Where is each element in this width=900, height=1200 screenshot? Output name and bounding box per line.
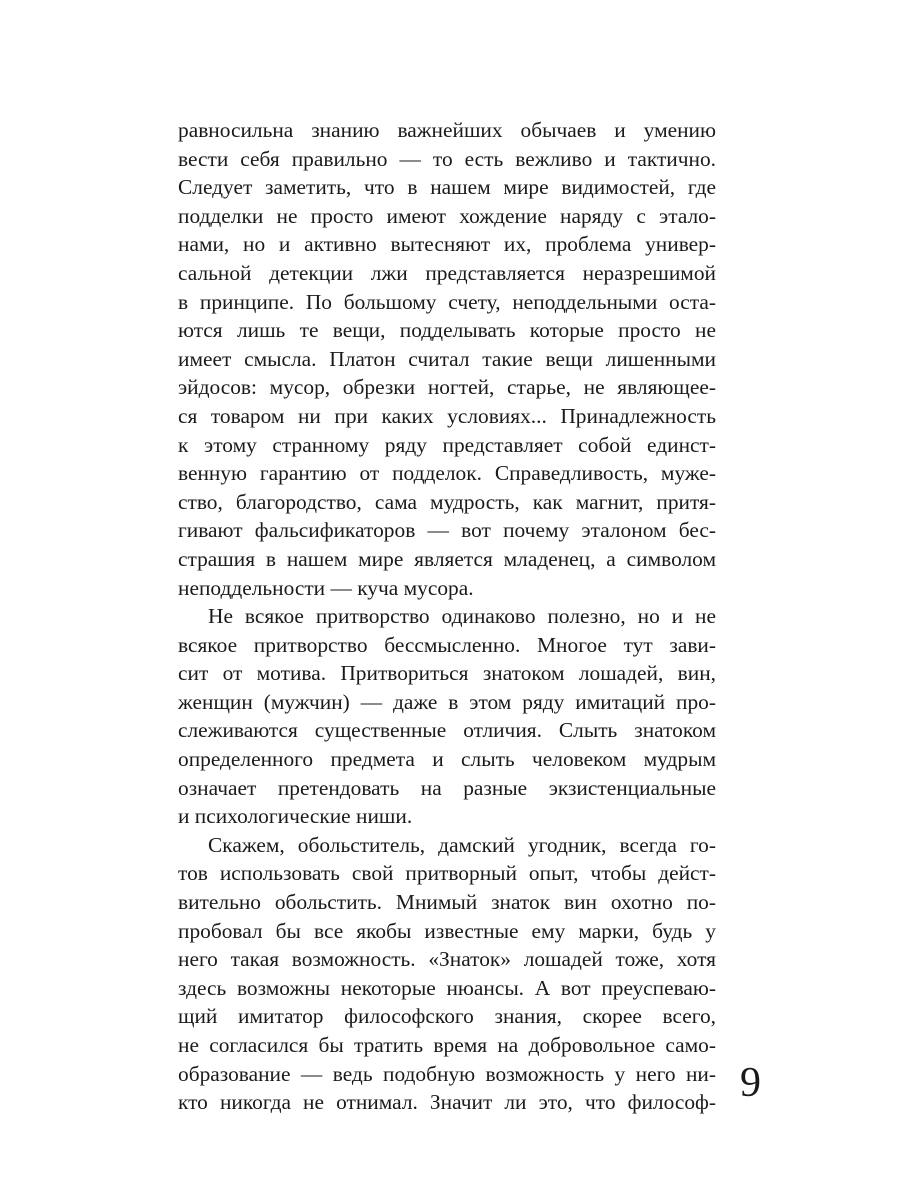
text-line: ются лишь те вещи, подделывать которые просто не: [178, 318, 716, 343]
text-line: равносильна знанию важнейших обычаев и умению: [178, 118, 716, 142]
text-line: вести себя правильно — то есть вежливо и тактично.: [178, 146, 716, 171]
text-line: здесь возможны некоторые нюансы. А вот преуспеваю-: [178, 975, 716, 1000]
text-line: означает претендовать на разные экзистенциальные: [178, 775, 716, 800]
text-line: женщин (мужчин) — даже в этом ряду имитаций про-: [178, 689, 716, 714]
text-line: нами, но и активно вытесняют их, проблема универ-: [178, 232, 716, 257]
text-line: гивают фальсификаторов — вот почему эталоном бес-: [178, 518, 716, 543]
body-text: [178, 116, 716, 1117]
text-line: всякое притворство бессмысленно. Многое тут зави-: [178, 632, 716, 657]
text-line: пробовал бы все якобы известные ему марки, будь у: [178, 918, 716, 943]
text-line: Скажем, обольститель, дамский угодник, всегда го-: [208, 832, 716, 857]
text-line: венную гарантию от подделок. Справедливость, муже-: [178, 461, 716, 486]
text-line: к этому странному ряду представляет собой единст-: [178, 432, 716, 457]
text-line: него такая возможность. «Знаток» лошадей тоже, хотя: [178, 947, 716, 972]
text-line: страшия в нашем мире является младенец, а символом: [178, 546, 716, 571]
text-line: эйдосов: мусор, обрезки ногтей, старье, не являющее-: [178, 375, 716, 400]
text-line: кто никогда не отнимал. Значит ли это, что философ-: [178, 1090, 716, 1115]
text-line: неподдельности — куча мусора.: [178, 575, 474, 600]
text-line: сит от мотива. Притвориться знатоком лошадей, вин,: [178, 661, 716, 686]
text-line: тов использовать свой притворный опыт, чтобы дейст-: [178, 861, 716, 886]
text-line: ся товаром ни при каких условиях... Принадлежность: [178, 403, 716, 428]
text-line: вительно обольстить. Мнимый знаток вин охотно по-: [178, 890, 716, 915]
text-line: не согласился бы тратить время на добровольное само-: [178, 1033, 716, 1057]
text-line: образование — ведь подобную возможность у него ни-: [178, 1061, 716, 1086]
text-line: имеет смысла. Платон считал такие вещи лишенными: [178, 346, 716, 371]
text-line: и психологические ниши.: [178, 804, 413, 829]
text-line: Не всякое притворство одинаково полезно, но и не: [208, 604, 716, 629]
text-line: определенного предмета и слыть человеком мудрым: [178, 747, 716, 772]
page-number: 9: [740, 1060, 761, 1106]
text-line: слеживаются существенные отличия. Слыть знатоком: [178, 718, 716, 743]
text-line: подделки не просто имеют хождение наряду с этало-: [178, 203, 716, 228]
paragraph: [178, 831, 716, 1117]
paragraph: [178, 602, 716, 831]
text-line: Следует заметить, что в нашем мире видимостей, где: [178, 175, 716, 200]
text-line: в принципе. По большому счету, неподдельными оста-: [178, 289, 716, 314]
text-line: щий имитатор философского знания, скорее всего,: [178, 1004, 716, 1029]
text-line: сальной детекции лжи представляется неразрешимой: [178, 260, 716, 285]
paragraph: [178, 116, 716, 602]
text-line: ство, благородство, сама мудрость, как магнит, притя-: [178, 489, 716, 514]
